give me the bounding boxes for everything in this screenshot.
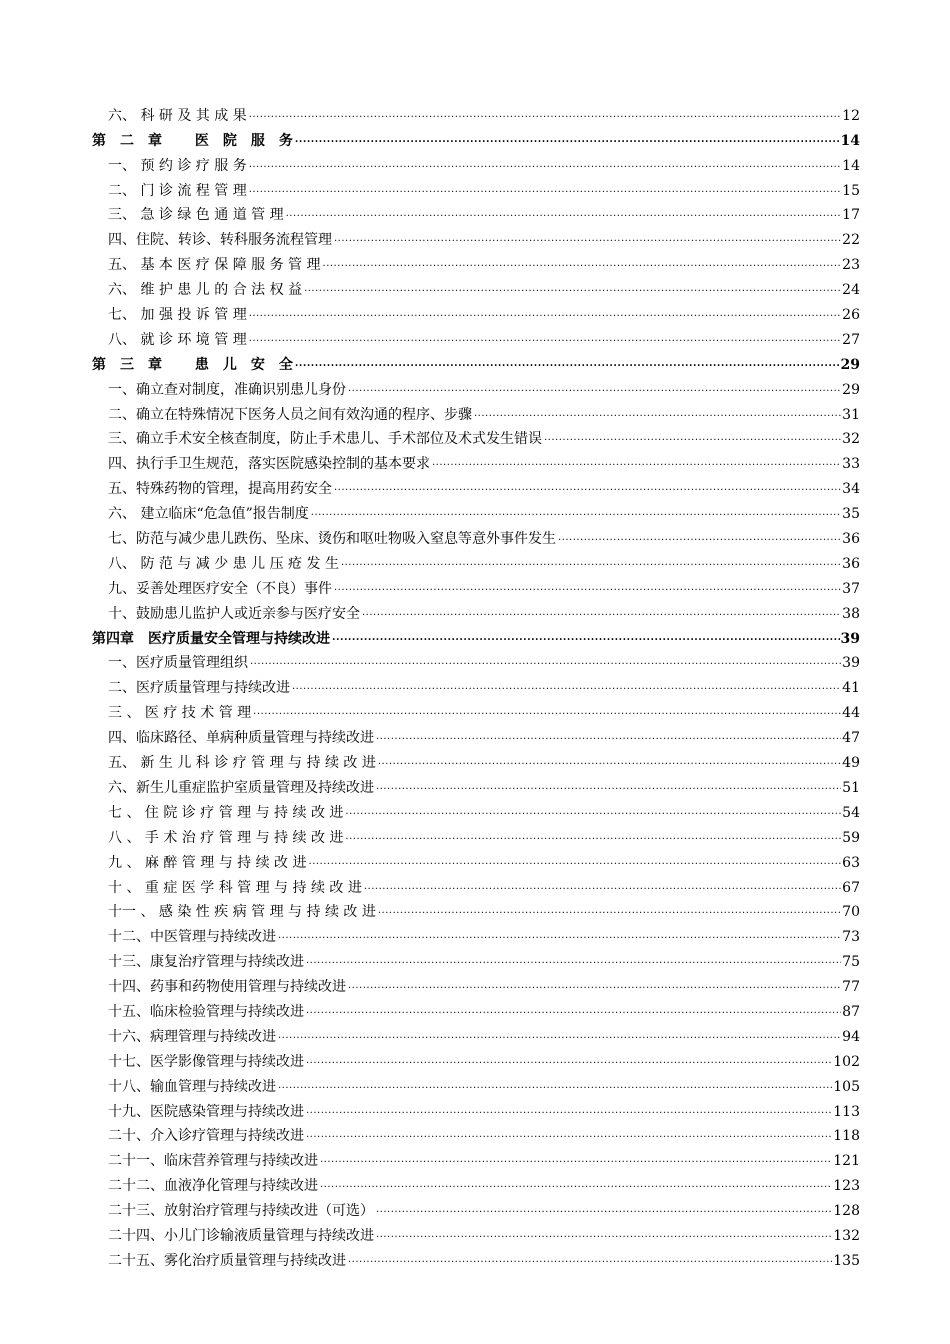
- dot-leader: [286, 208, 842, 220]
- toc-entry-title: 六、 维 护 患 儿 的 合 法 权 益: [108, 282, 303, 299]
- toc-page-number: 75: [842, 954, 860, 971]
- dot-leader: [378, 756, 841, 768]
- toc-page-number: 51: [842, 779, 860, 796]
- dot-leader: [334, 582, 841, 594]
- toc-entry-title: 八 、 手 术 治 疗 管 理 与 持 续 改 进: [108, 829, 344, 846]
- toc-entry-title: 六、 建立临床“危急值”报告制度: [108, 506, 309, 523]
- dot-leader: [474, 408, 841, 420]
- toc-entry[interactable]: [92, 1096, 860, 1121]
- toc-page-number: 12: [842, 107, 860, 124]
- toc-entry[interactable]: [92, 374, 860, 399]
- dot-leader: [306, 1129, 832, 1141]
- toc-entry[interactable]: [92, 971, 860, 996]
- dot-leader: [250, 656, 841, 668]
- toc-page-number: 49: [842, 755, 860, 772]
- toc-entry-title: 十三、康复治疗管理与持续改进: [108, 954, 304, 971]
- toc-entry[interactable]: [92, 672, 860, 697]
- toc-entry-title: 十五、临床检验管理与持续改进: [108, 1003, 304, 1020]
- toc-page-number: 22: [842, 232, 860, 249]
- dot-leader: [295, 134, 840, 146]
- toc-entry-title: 一、医疗质量管理组织: [108, 655, 248, 672]
- toc-page-number: 132: [833, 1227, 860, 1244]
- dot-leader: [311, 507, 841, 519]
- toc-page-number: 41: [842, 680, 860, 697]
- dot-leader: [345, 806, 841, 818]
- toc-entry[interactable]: [92, 1046, 860, 1071]
- dot-leader: [334, 482, 841, 494]
- toc-entry[interactable]: [92, 448, 860, 473]
- toc-page-number: 39: [840, 630, 860, 647]
- toc-page-number: 121: [833, 1153, 860, 1170]
- toc-page-number: 36: [842, 531, 860, 548]
- dot-leader: [332, 632, 840, 644]
- toc-page-number: 24: [842, 282, 860, 299]
- toc-page-number: 31: [842, 406, 860, 423]
- toc-entry-title: 二、医疗质量管理与持续改进: [108, 680, 290, 697]
- dot-leader: [345, 831, 841, 843]
- toc-page-number: 47: [842, 730, 860, 747]
- dot-leader: [306, 1105, 832, 1117]
- toc-entry[interactable]: [92, 473, 860, 498]
- toc-entry[interactable]: [92, 697, 860, 722]
- dot-leader: [306, 1055, 832, 1067]
- toc-entry-title: 七 、 住 院 诊 疗 管 理 与 持 续 改 进: [108, 804, 344, 821]
- toc-entry-title: 六、 科 研 及 其 成 果: [108, 107, 247, 124]
- toc-entry-title: 六、新生儿重症监护室质量管理及持续改进: [108, 779, 374, 796]
- toc-entry[interactable]: [92, 324, 860, 349]
- toc-page-number: 123: [833, 1178, 860, 1195]
- toc-entry[interactable]: [92, 1245, 860, 1270]
- dot-leader: [306, 955, 841, 967]
- dot-leader: [253, 706, 841, 718]
- dot-leader: [278, 930, 841, 942]
- dot-leader: [309, 856, 842, 868]
- toc-page-number: 37: [842, 580, 860, 597]
- toc-entry-title: 四、执行手卫生规范，落实医院感染控制的基本要求: [108, 456, 430, 473]
- toc-page-number: 54: [842, 804, 860, 821]
- toc-entry[interactable]: [92, 573, 860, 598]
- toc-entry[interactable]: [92, 872, 860, 897]
- dot-leader: [249, 159, 841, 171]
- toc-page-number: 32: [842, 431, 860, 448]
- toc-entry-title: 十、鼓励患儿监护人或近亲参与医疗安全: [108, 605, 360, 622]
- toc-entry[interactable]: [92, 175, 860, 200]
- toc-page-number: 63: [842, 854, 860, 871]
- toc-page-number: 15: [842, 182, 860, 199]
- toc-entry-title: 二十一、临床营养管理与持续改进: [108, 1153, 318, 1170]
- toc-entry-title: 五、 基 本 医 疗 保 障 服 务 管 理: [108, 257, 321, 274]
- dot-leader: [376, 731, 841, 743]
- toc-page-number: 39: [842, 655, 860, 672]
- toc-entry-title: 十八、输血管理与持续改进: [108, 1078, 276, 1095]
- toc-entry-title: 三、 急 诊 绿 色 通 道 管 理: [108, 207, 284, 224]
- toc-page-number: 38: [842, 605, 860, 622]
- toc-entry-title: 二十三、放射治疗管理与持续改进（可选）: [108, 1203, 374, 1220]
- dot-leader: [278, 1030, 841, 1042]
- toc-page-number: 67: [842, 879, 860, 896]
- toc-entry[interactable]: [92, 150, 860, 175]
- dot-leader: [341, 557, 841, 569]
- dot-leader: [249, 109, 841, 121]
- toc-entry[interactable]: [92, 772, 860, 797]
- toc-page-number: 36: [842, 555, 860, 572]
- toc-entry[interactable]: [92, 200, 860, 225]
- toc-entry-title: 第四章 医疗质量安全管理与持续改进: [92, 630, 330, 647]
- toc-entry[interactable]: [92, 1195, 860, 1220]
- toc-entry[interactable]: [92, 249, 860, 274]
- toc-page-number: 73: [842, 929, 860, 946]
- toc-entry-title: 一、 预 约 诊 疗 服 务: [108, 157, 247, 174]
- toc-page-number: 118: [833, 1128, 860, 1145]
- dot-leader: [292, 681, 841, 693]
- toc-entry-title: 十七、医学影像管理与持续改进: [108, 1053, 304, 1070]
- toc-page-number: 17: [842, 207, 860, 224]
- toc-chapter-entry[interactable]: [92, 349, 860, 374]
- toc-entry[interactable]: [92, 274, 860, 299]
- dot-leader: [376, 1204, 832, 1216]
- toc-entry[interactable]: [92, 996, 860, 1021]
- dot-leader: [378, 905, 841, 917]
- toc-page-number: 128: [833, 1203, 860, 1220]
- toc-entry[interactable]: [92, 424, 860, 449]
- toc-page-number: 34: [842, 481, 860, 498]
- dot-leader: [558, 532, 841, 544]
- table-of-contents: [92, 100, 860, 1270]
- toc-entry-title: 十六、病理管理与持续改进: [108, 1028, 276, 1045]
- toc-entry[interactable]: [92, 1220, 860, 1245]
- toc-page-number: 113: [833, 1103, 860, 1120]
- toc-entry-title: 四、临床路径、单病种质量管理与持续改进: [108, 730, 374, 747]
- dot-leader: [544, 432, 841, 444]
- dot-leader: [278, 1080, 832, 1092]
- toc-entry-title: 第 二 章 医 院 服 务: [92, 132, 293, 149]
- toc-entry-title: 八、 就 诊 环 境 管 理: [108, 331, 247, 348]
- toc-page-number: 44: [842, 705, 860, 722]
- toc-entry-title: 第 三 章 患 儿 安 全: [92, 356, 293, 373]
- dot-leader: [334, 233, 841, 245]
- dot-leader: [304, 283, 841, 295]
- toc-entry-title: 二、确立在特殊情况下医务人员之间有效沟通的程序、步骤: [108, 406, 472, 423]
- dot-leader: [249, 308, 841, 320]
- dot-leader: [348, 383, 841, 395]
- toc-entry[interactable]: [92, 1121, 860, 1146]
- toc-entry[interactable]: [92, 722, 860, 747]
- dot-leader: [432, 457, 841, 469]
- toc-page-number: 27: [842, 331, 860, 348]
- toc-entry[interactable]: [92, 1071, 860, 1096]
- dot-leader: [323, 258, 842, 270]
- toc-page-number: 33: [842, 456, 860, 473]
- toc-page-number: 59: [842, 829, 860, 846]
- dot-leader: [348, 980, 841, 992]
- dot-leader: [249, 184, 841, 196]
- toc-page-number: 29: [842, 381, 860, 398]
- toc-page-number: 102: [833, 1053, 860, 1070]
- toc-entry[interactable]: [92, 1021, 860, 1046]
- toc-entry[interactable]: [92, 224, 860, 249]
- toc-entry[interactable]: [92, 1170, 860, 1195]
- toc-page-number: 87: [842, 1003, 860, 1020]
- dot-leader: [320, 1154, 832, 1166]
- toc-page-number: 26: [842, 307, 860, 324]
- toc-entry-title: 十九、医院感染管理与持续改进: [108, 1103, 304, 1120]
- toc-entry[interactable]: [92, 897, 860, 922]
- toc-page-number: 14: [840, 132, 860, 149]
- toc-entry[interactable]: [92, 1145, 860, 1170]
- toc-page-number: 105: [833, 1078, 860, 1095]
- toc-entry-title: 十 、 重 症 医 学 科 管 理 与 持 续 改 进: [108, 879, 362, 896]
- toc-entry-title: 七、防范与减少患儿跌伤、坠床、烫伤和呕吐物吸入窒息等意外事件发生: [108, 531, 556, 548]
- toc-entry-title: 十四、药事和药物使用管理与持续改进: [108, 979, 346, 996]
- dot-leader: [376, 1229, 832, 1241]
- toc-entry[interactable]: [92, 299, 860, 324]
- toc-page-number: 35: [842, 506, 860, 523]
- toc-entry-title: 八、 防 范 与 减 少 患 儿 压 疮 发 生: [108, 555, 339, 572]
- toc-chapter-entry[interactable]: [92, 623, 860, 648]
- toc-entry-title: 二十、介入诊疗管理与持续改进: [108, 1128, 304, 1145]
- toc-entry-title: 十一 、 感 染 性 疾 病 管 理 与 持 续 改 进: [108, 904, 376, 921]
- toc-entry[interactable]: [92, 648, 860, 673]
- dot-leader: [249, 333, 841, 345]
- toc-entry-title: 九 、 麻 醉 管 理 与 持 续 改 进: [108, 854, 307, 871]
- toc-entry[interactable]: [92, 946, 860, 971]
- toc-entry-title: 九、妥善处理医疗安全（不良）事件: [108, 580, 332, 597]
- toc-entry-title: 二、 门 诊 流 程 管 理: [108, 182, 247, 199]
- toc-entry-title: 三、确立手术安全核查制度，防止手术患儿、手术部位及术式发生错误: [108, 431, 542, 448]
- toc-entry-title: 五、 新 生 儿 科 诊 疗 管 理 与 持 续 改 进: [108, 755, 376, 772]
- dot-leader: [364, 881, 841, 893]
- dot-leader: [362, 607, 841, 619]
- toc-entry[interactable]: [92, 747, 860, 772]
- toc-entry-title: 十二、中医管理与持续改进: [108, 929, 276, 946]
- dot-leader: [295, 358, 840, 370]
- dot-leader: [320, 1179, 832, 1191]
- toc-page-number: 135: [833, 1252, 860, 1269]
- toc-entry[interactable]: [92, 921, 860, 946]
- dot-leader: [348, 1254, 832, 1266]
- toc-entry-title: 一、确立查对制度，准确识别患儿身份: [108, 381, 346, 398]
- toc-entry[interactable]: [92, 523, 860, 548]
- toc-entry[interactable]: [92, 548, 860, 573]
- toc-entry-title: 二十五、雾化治疗质量管理与持续改进: [108, 1252, 346, 1269]
- toc-page-number: 14: [842, 157, 860, 174]
- toc-page-number: 94: [842, 1028, 860, 1045]
- toc-chapter-entry[interactable]: [92, 125, 860, 150]
- toc-entry-title: 四、住院、转诊、转科服务流程管理: [108, 232, 332, 249]
- dot-leader: [376, 781, 841, 793]
- toc-page-number: 23: [842, 257, 860, 274]
- toc-entry-title: 二十四、小儿门诊输液质量管理与持续改进: [108, 1227, 374, 1244]
- toc-entry-title: 三 、 医 疗 技 术 管 理: [108, 705, 252, 722]
- toc-entry-title: 五、特殊药物的管理，提高用药安全: [108, 481, 332, 498]
- toc-entry[interactable]: [92, 797, 860, 822]
- toc-entry[interactable]: [92, 498, 860, 523]
- toc-page-number: 29: [840, 356, 860, 373]
- toc-entry[interactable]: [92, 100, 860, 125]
- toc-entry[interactable]: [92, 847, 860, 872]
- dot-leader: [306, 1005, 841, 1017]
- toc-page-number: 70: [842, 904, 860, 921]
- toc-entry[interactable]: [92, 399, 860, 424]
- toc-entry-title: 二十二、血液净化管理与持续改进: [108, 1178, 318, 1195]
- toc-entry[interactable]: [92, 598, 860, 623]
- toc-entry-title: 七、 加 强 投 诉 管 理: [108, 307, 247, 324]
- toc-entry[interactable]: [92, 822, 860, 847]
- toc-page-number: 77: [842, 979, 860, 996]
